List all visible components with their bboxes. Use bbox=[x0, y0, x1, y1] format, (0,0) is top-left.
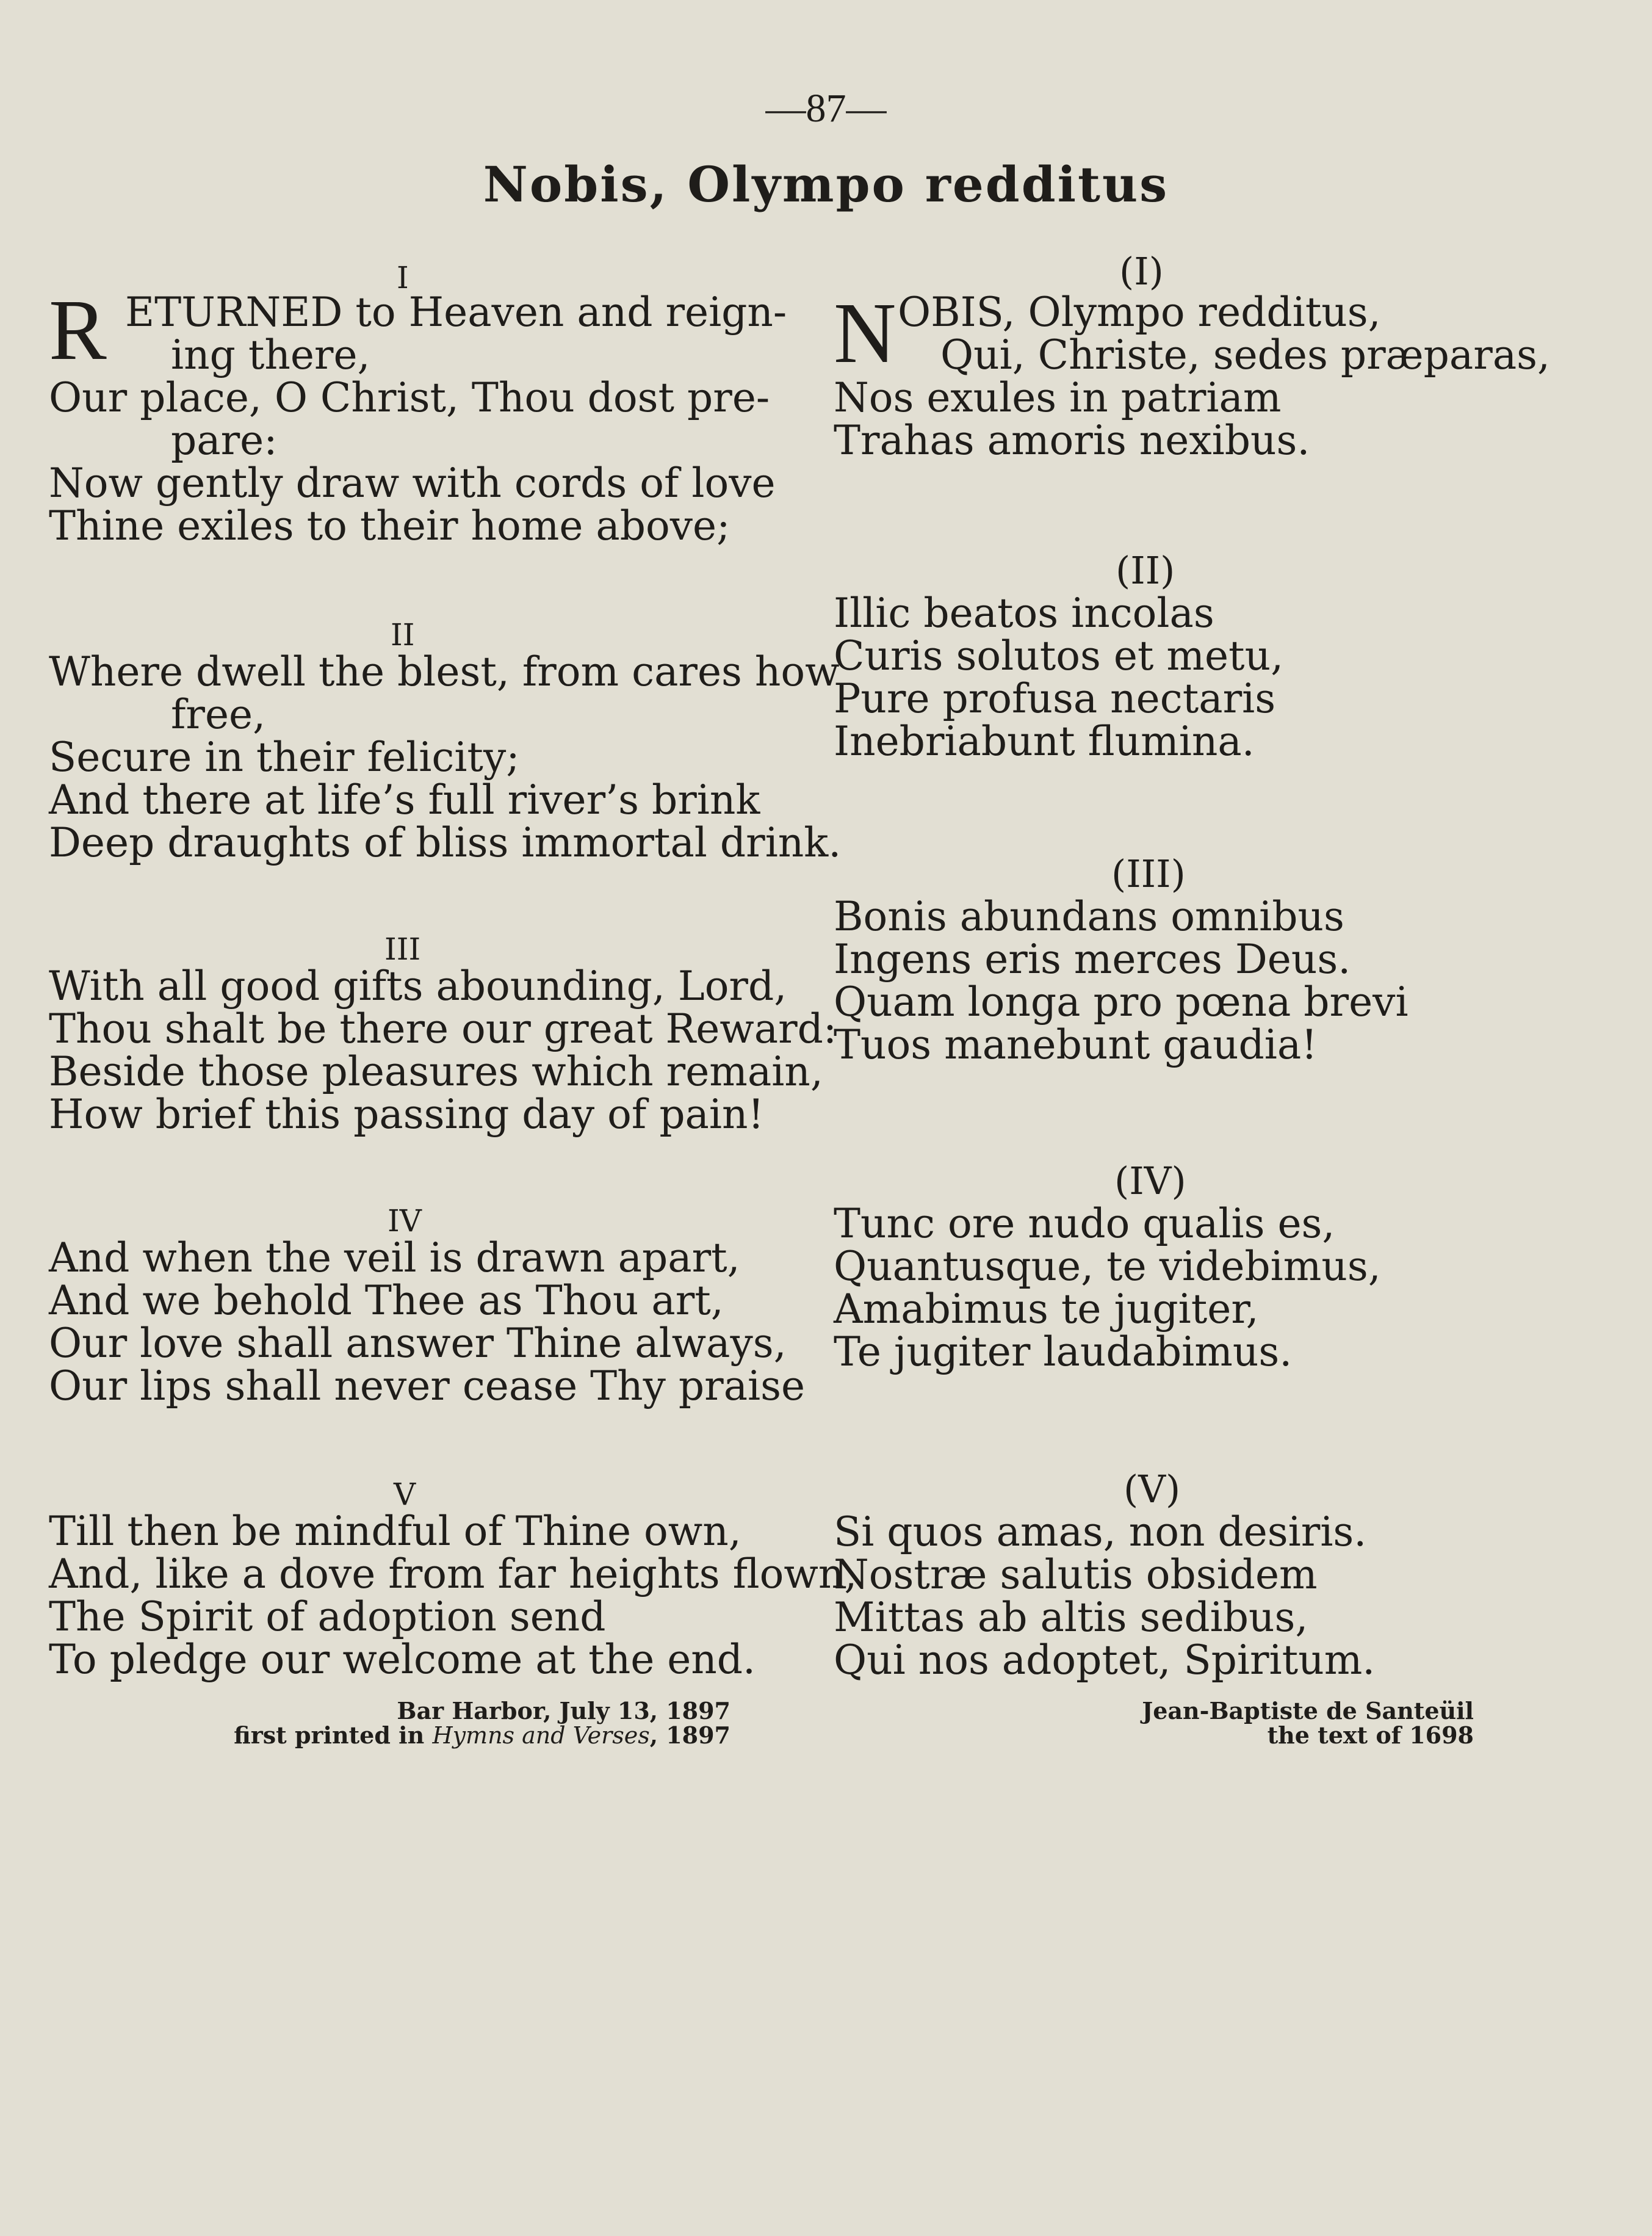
stanza-numeral: (III) bbox=[1111, 852, 1186, 896]
latin-stanza-5 bbox=[834, 1468, 1627, 1688]
english-credit bbox=[234, 1699, 730, 1748]
stanza-numeral: (I) bbox=[1119, 249, 1164, 294]
verse-line: Curis solutos et metu, bbox=[834, 632, 1284, 679]
credit-place-date: Bar Harbor, July 13, 1897 bbox=[397, 1697, 730, 1724]
verse-line: Te jugiter laudabimus. bbox=[834, 1328, 1293, 1375]
verse-line: Bonis abundans omnibus bbox=[834, 893, 1344, 940]
verse-line: Illic beatos incolas bbox=[834, 590, 1214, 637]
verse-line: Thou shalt be there our great Reward: bbox=[49, 1005, 837, 1052]
stanza-numeral: I bbox=[397, 260, 409, 295]
drop-cap: N bbox=[834, 284, 896, 381]
english-stanza-2 bbox=[49, 617, 842, 873]
english-stanza-3 bbox=[49, 931, 837, 1151]
verse-line: And there at life’s full river’s brink bbox=[49, 776, 760, 823]
verse-line: Ingens eris merces Deus. bbox=[834, 936, 1351, 983]
latin-credit bbox=[1142, 1699, 1474, 1748]
english-stanza-1 bbox=[49, 259, 787, 565]
verse-line: Trahas amoris nexibus. bbox=[834, 417, 1310, 464]
verse-line: pare: bbox=[171, 417, 278, 464]
stanza-numeral: (V) bbox=[1124, 1467, 1181, 1511]
verse-line: Beside those pleasures which remain, bbox=[49, 1048, 823, 1095]
verse-line: Nos exules in patriam bbox=[834, 374, 1282, 421]
verse-line: Now gently draw with cords of love bbox=[49, 460, 776, 507]
credit-text-source: the text of 1698 bbox=[1267, 1721, 1474, 1749]
stanza-numeral: V bbox=[394, 1477, 416, 1512]
verse-line: And when the veil is drawn apart, bbox=[49, 1234, 740, 1281]
verse-line: How brief this passing day of pain! bbox=[49, 1091, 765, 1138]
verse-line: Si quos amas, non desiris. bbox=[834, 1508, 1367, 1555]
credit-publication-prefix: first printed in bbox=[234, 1721, 433, 1749]
verse-line: Tunc ore nudo qualis es, bbox=[834, 1200, 1335, 1247]
verse-line: Secure in their felicity; bbox=[49, 734, 520, 781]
verse-line: Nostræ salutis obsidem bbox=[834, 1551, 1318, 1598]
credit-publication-title: Hymns and Verses bbox=[432, 1722, 650, 1749]
verse-line: Qui, Christe, sedes præparas, bbox=[940, 331, 1551, 378]
english-stanza-4 bbox=[49, 1203, 806, 1422]
verse-line: Thine exiles to their home above; bbox=[49, 502, 730, 549]
verse-line: Where dwell the blest, from cares how bbox=[49, 648, 840, 695]
verse-line: Deep draughts of bliss immortal drink. bbox=[49, 819, 842, 866]
verse-line: And, like a dove from far heights flown, bbox=[49, 1550, 857, 1597]
latin-stanza-1 bbox=[834, 250, 1627, 470]
page-title: Nobis, Olympo redditus bbox=[483, 156, 1169, 213]
stanza-numeral: II bbox=[391, 617, 415, 653]
verse-line: And we behold Thee as Thou art, bbox=[49, 1277, 724, 1324]
verse-line: Our love shall answer Thine always, bbox=[49, 1320, 787, 1367]
verse-line: Quantusque, te videbimus, bbox=[834, 1243, 1381, 1290]
verse-line: With all good gifts abounding, Lord, bbox=[49, 963, 787, 1010]
verse-line: To pledge our welcome at the end. bbox=[49, 1636, 756, 1683]
verse-line: Qui nos adoptet, Spiritum. bbox=[834, 1637, 1376, 1684]
verse-line: Till then be mindful of Thine own, bbox=[49, 1508, 741, 1555]
stanza-numeral: III bbox=[384, 932, 421, 967]
stanza-numeral: IV bbox=[388, 1203, 422, 1239]
credit-publication bbox=[234, 1723, 730, 1748]
verse-line: ETURNED to Heaven and reign- bbox=[125, 289, 787, 336]
verse-line: ing there, bbox=[171, 331, 370, 378]
latin-stanza-2 bbox=[834, 549, 1627, 769]
stanza-numeral: (II) bbox=[1116, 548, 1175, 593]
english-stanza-5 bbox=[49, 1476, 857, 1696]
verse-line: Inebriabunt flumina. bbox=[834, 718, 1255, 765]
verse-line: Quam longa pro pœna brevi bbox=[834, 979, 1409, 1026]
verse-line: Pure profusa nectaris bbox=[834, 675, 1276, 722]
verse-line: OBIS, Olympo redditus, bbox=[898, 289, 1381, 336]
latin-stanza-3 bbox=[834, 853, 1627, 1073]
latin-stanza-4 bbox=[834, 1160, 1627, 1380]
verse-line: Our place, O Christ, Thou dost pre- bbox=[49, 374, 770, 421]
verse-line: Mittas ab altis sedibus, bbox=[834, 1594, 1308, 1641]
verse-line: Our lips shall never cease Thy praise bbox=[49, 1362, 806, 1409]
page-number: —87— bbox=[765, 86, 887, 131]
verse-line: free, bbox=[171, 691, 266, 738]
verse-line: Tuos manebunt gaudia! bbox=[834, 1021, 1318, 1068]
verse-line: Amabimus te jugiter, bbox=[834, 1286, 1259, 1333]
drop-cap: R bbox=[49, 281, 107, 378]
credit-publication-suffix: , 1897 bbox=[649, 1721, 730, 1749]
verse-line: The Spirit of adoption send bbox=[49, 1593, 606, 1640]
stanza-numeral: (IV) bbox=[1114, 1159, 1186, 1203]
credit-author: Jean-Baptiste de Santeüil bbox=[1142, 1697, 1474, 1724]
